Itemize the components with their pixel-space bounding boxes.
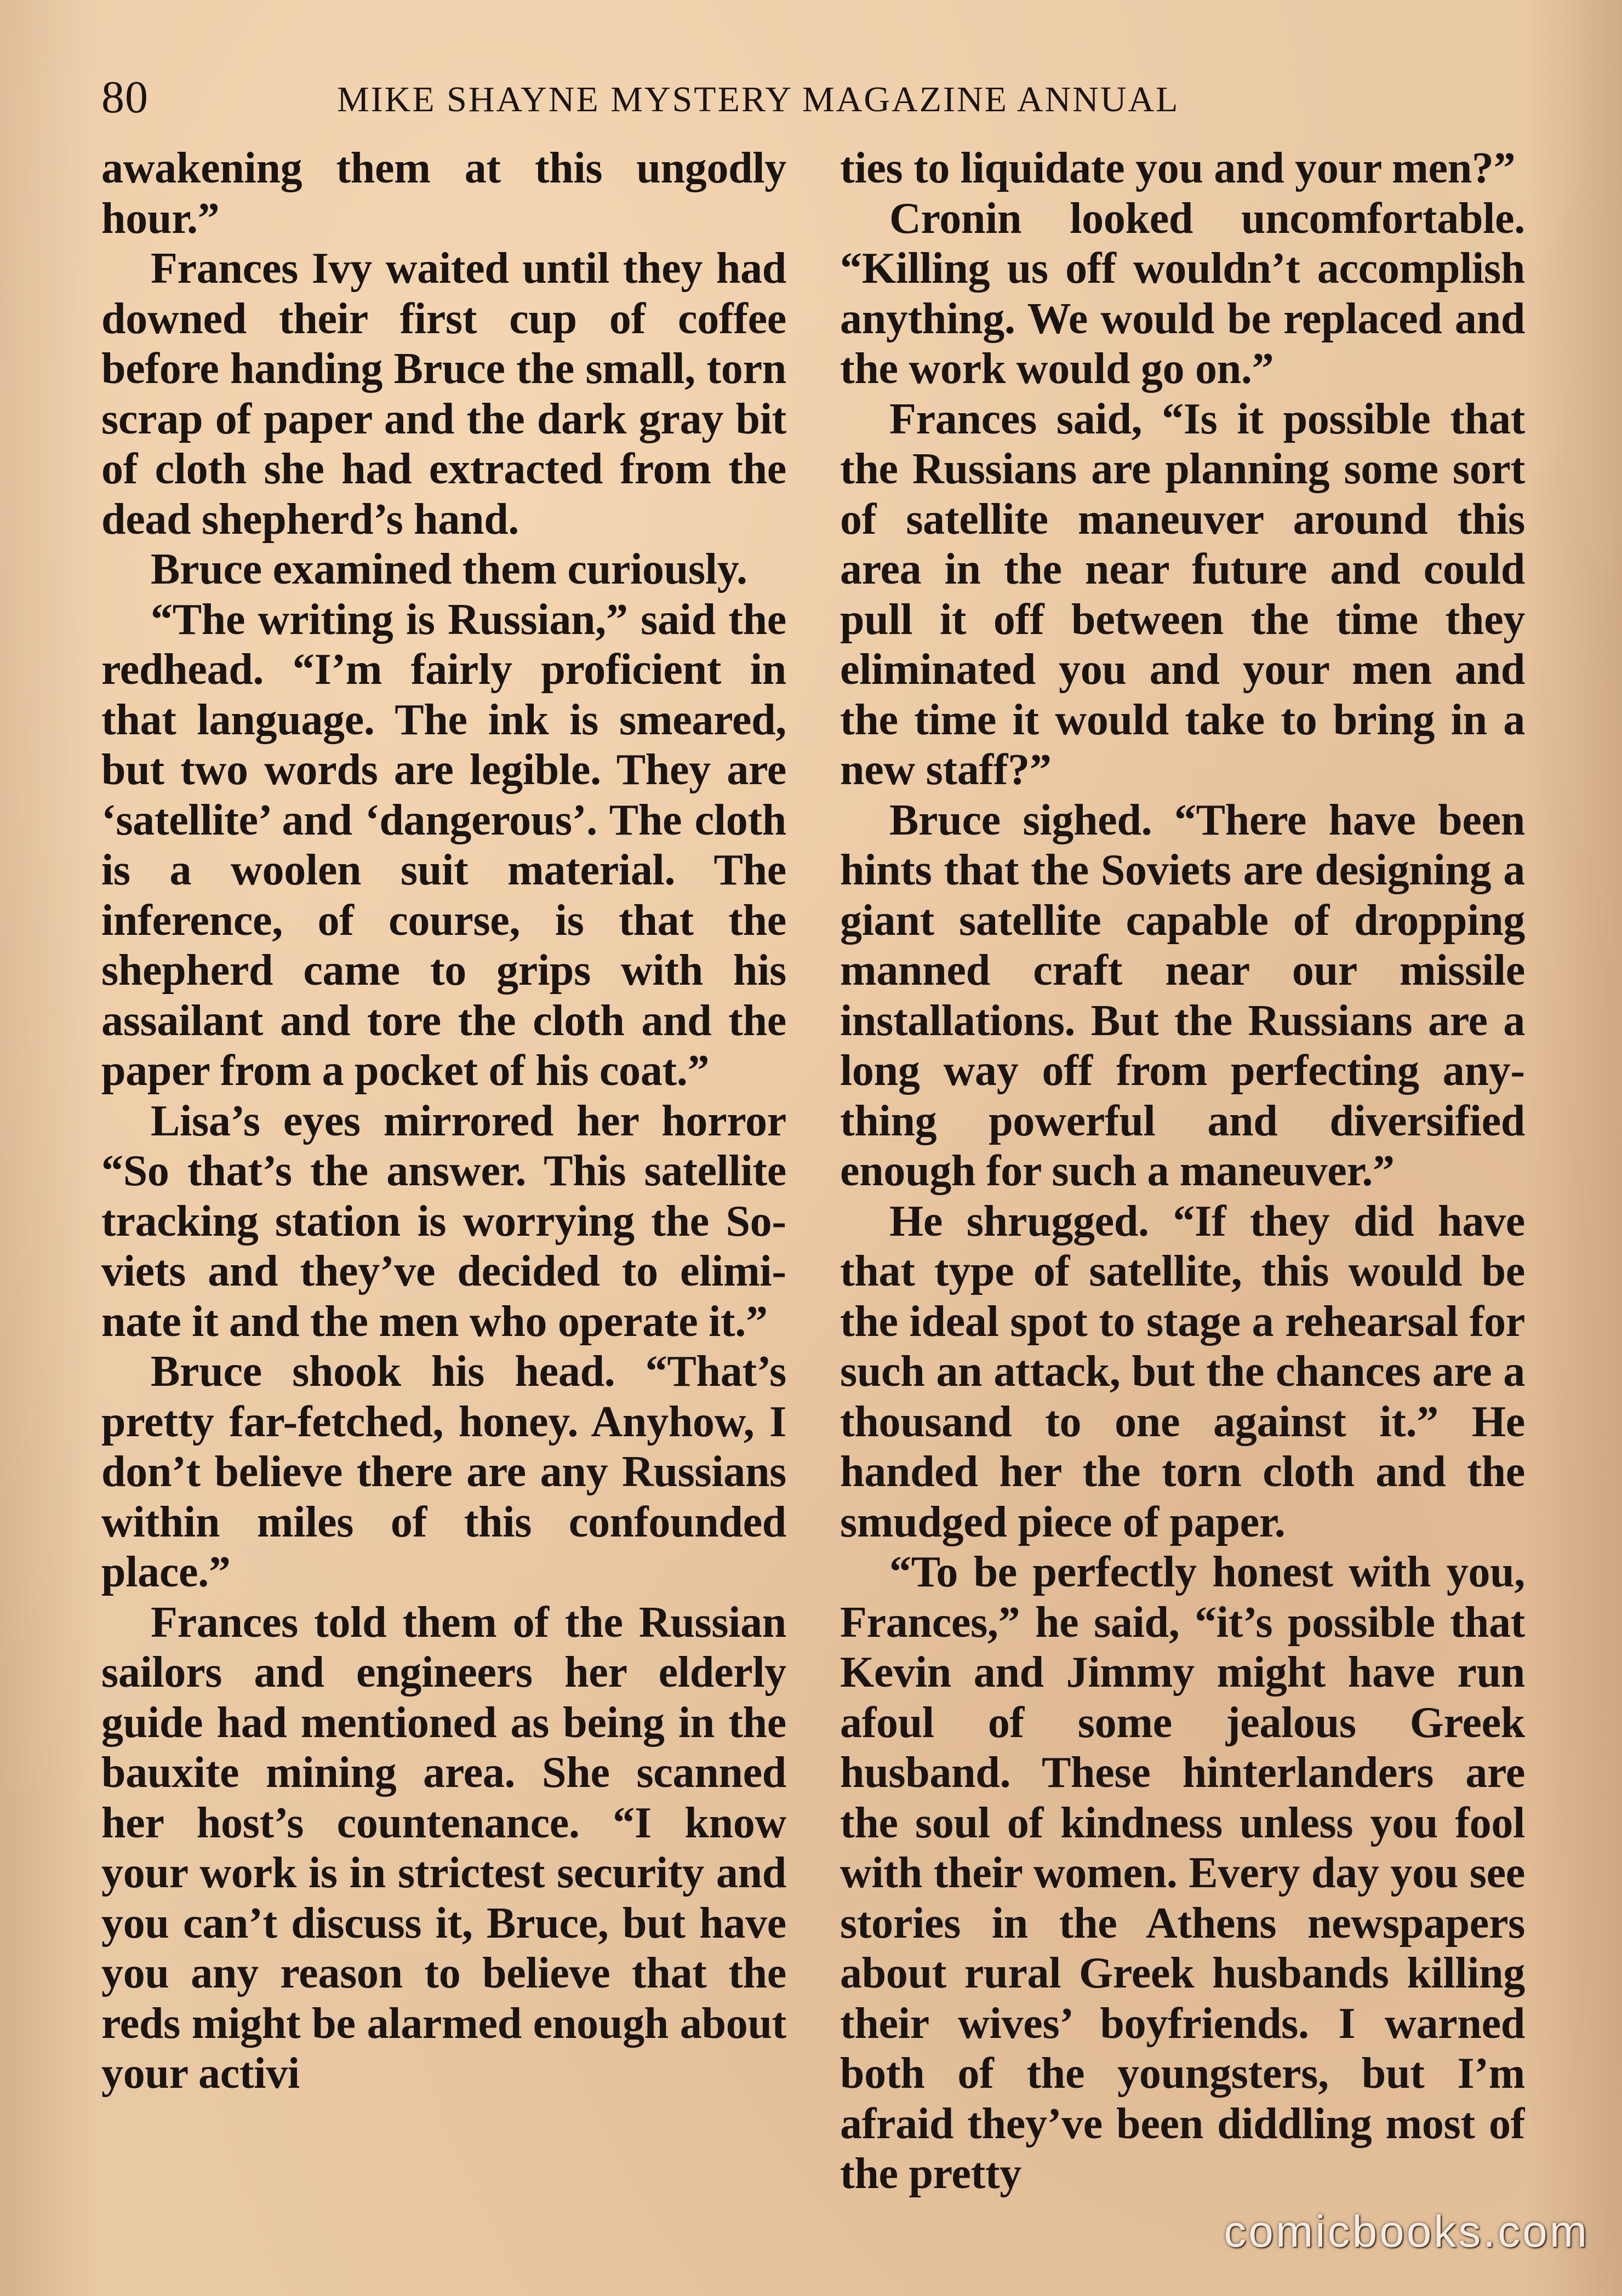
paragraph: Frances told them of the Russian sailors and engineers her elderly guide had mentioned as being in the bauxite mining area. She scanned her host’s countenance. “I know your work is in strictest security and you can’t discuss it, Bruce, but have you any reason to believe that the reds might be alarmed enough about your activi — [101, 1598, 786, 2098]
page-number: 80 — [101, 72, 149, 123]
paragraph: Cronin looked uncomfortable. “Killing us off wouldn’t accomplish anything. We would be replaced and the work would go on.” — [840, 194, 1525, 393]
paragraph: “The writing is Russian,” said the redhead. “I’m fairly proficient in that language. The ink is smeared, but two words are legible. They are ‘satellite’ and ‘dangerous’. The cloth is a woolen suit material. The inference, of course, is that the shepherd came to grips with his assailant and tore the cloth and the paper from a pocket of his coat.” — [101, 595, 786, 1095]
paragraph: “To be perfectly honest with you, Frances,” he said, “it’s possible that Kevin and Jimmy might have run afoul of some jealous Greek husband. These hinterlanders are the soul of kindness unless you fool with their women. Every day you see stories in the Athens newspapers about rural Greek husbands killing their wives’ boyfriends. I warned both of the youngsters, but I’m afraid they’ve been diddling most of the pretty — [840, 1548, 1525, 2198]
paragraph: Lisa’s eyes mirrored her horror “So that’s the answer. This satellite tracking station is worrying the Soviets and they’ve decided to eliminate it and the men who operate it.” — [101, 1096, 786, 1346]
paragraph: Bruce examined them curiously. — [151, 545, 747, 593]
left-column — [101, 144, 786, 2215]
paragraph: Frances said, “Is it possible that the Russians are planning some sort of satellite maneuver around this area in the near future and could pull it off between the time they eliminated you and your men and the time it would take to bring in a new staff?” — [840, 395, 1525, 794]
paragraph: Bruce shook his head. “That’s pretty far-fetched, honey. Anyhow, I don’t believe there are any Russians within miles of this confounded place.” — [101, 1347, 786, 1596]
watermark: comicbooks.com — [1224, 2207, 1589, 2257]
running-head: MIKE SHAYNE MYSTERY MAGAZINE ANNUAL — [337, 79, 1180, 119]
paragraph: He shrugged. “If they did have that type of satellite, this would be the ideal spot to stage a rehearsal for such an attack, but the chances are a thousand to one against it.” He handed her the torn cloth and the smudged piece of paper. — [840, 1197, 1525, 1546]
paragraph: Frances Ivy waited until they had downed their first cup of coffee before handing Bruce the small, torn scrap of paper and the dark gray bit of cloth she had extracted from the dead shepherd’s hand. — [101, 244, 786, 544]
paragraph: awakening them at this ungodly hour.” — [101, 144, 786, 243]
paragraph: ties to liquidate you and your men?” — [840, 144, 1516, 192]
page-header — [101, 70, 1307, 130]
right-column — [840, 144, 1525, 2215]
paragraph: Bruce sighed. “There have been hints that the Soviets are designing a giant satellite capable of dropping manned craft near our missile installations. But the Russians are a long way off from perfecting anything powerful and diversified enough for such a maneuver.” — [840, 796, 1525, 1195]
